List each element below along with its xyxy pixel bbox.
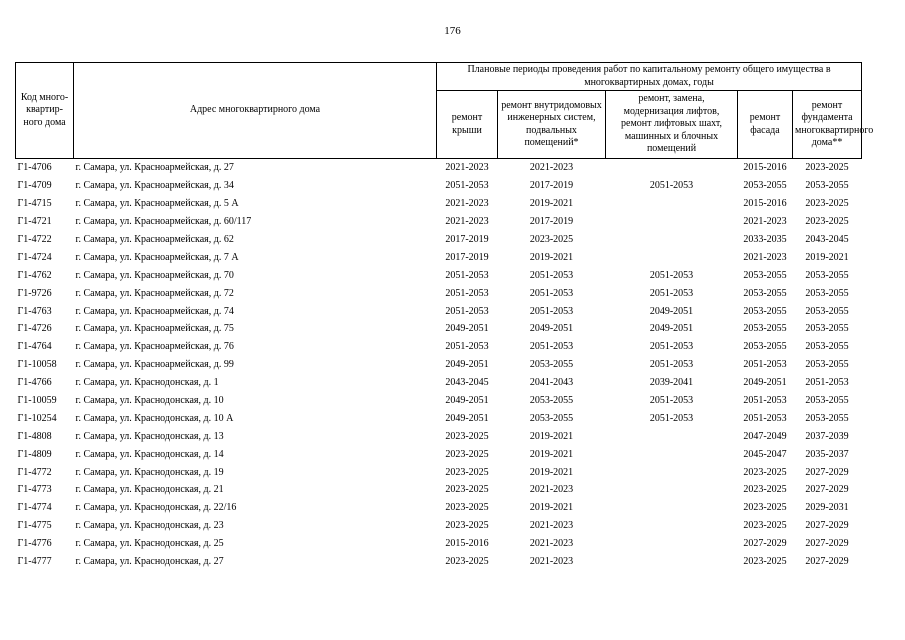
elevator-cell: 2051-2053 bbox=[649, 269, 694, 281]
facade-cell: 2023-2025 bbox=[743, 484, 787, 496]
systems-cell: 2051-2053 bbox=[529, 287, 574, 299]
elevator-cell bbox=[606, 499, 738, 517]
roof-cell: 2023-2025 bbox=[445, 448, 489, 460]
table-row bbox=[16, 517, 862, 535]
roof-cell: 2049-2051 bbox=[445, 395, 489, 407]
facade-cell: 2023-2025 bbox=[743, 556, 787, 568]
code-cell: Г1-4724 bbox=[17, 251, 52, 263]
foundation-cell: 2027-2029 bbox=[805, 520, 849, 532]
code-cell: Г1-4808 bbox=[17, 430, 52, 442]
systems-cell: 2019-2021 bbox=[529, 198, 574, 210]
foundation-cell: 2053-2055 bbox=[805, 412, 849, 424]
code-cell: Г1-4766 bbox=[17, 377, 52, 389]
elevator-cell: 2051-2053 bbox=[649, 287, 694, 299]
code-cell: Г1-4776 bbox=[17, 538, 52, 550]
roof-cell: 2049-2051 bbox=[445, 359, 489, 371]
systems-cell: 2021-2023 bbox=[529, 538, 574, 550]
roof-cell: 2051-2053 bbox=[445, 287, 489, 299]
address-cell: г. Самара, ул. Краснодонская, д. 14 bbox=[75, 448, 224, 460]
facade-cell: 2023-2025 bbox=[743, 466, 787, 478]
facade-cell: 2053-2055 bbox=[743, 323, 787, 335]
systems-cell: 2019-2021 bbox=[529, 251, 574, 263]
table-row bbox=[16, 409, 862, 427]
roof-cell: 2023-2025 bbox=[445, 520, 489, 532]
roof-cell: 2023-2025 bbox=[445, 502, 489, 514]
roof-cell: 2021-2023 bbox=[445, 162, 489, 174]
elevator-cell: 2049-2051 bbox=[649, 305, 694, 317]
code-cell: Г1-10254 bbox=[17, 412, 57, 424]
roof-cell: 2017-2019 bbox=[445, 234, 489, 245]
elevator-cell bbox=[606, 427, 738, 445]
elevator-cell: 2049-2051 bbox=[649, 323, 694, 335]
header-code: Код много-квартир-ного дома bbox=[16, 63, 74, 159]
facade-cell: 2015-2016 bbox=[743, 198, 787, 210]
code-cell: Г1-4809 bbox=[17, 448, 52, 460]
facade-cell: 2053-2055 bbox=[743, 180, 787, 192]
systems-cell: 2053-2055 bbox=[529, 359, 574, 371]
code-cell: Г1-4722 bbox=[17, 234, 52, 245]
code-cell: Г1-4715 bbox=[17, 198, 52, 210]
header-foundation: ремонт фундамента многоквартирного дома** bbox=[793, 91, 862, 159]
elevator-cell: 2051-2053 bbox=[649, 359, 694, 371]
code-cell: Г1-4773 bbox=[17, 484, 52, 496]
foundation-cell: 2043-2045 bbox=[805, 234, 849, 245]
elevator-cell bbox=[606, 159, 738, 177]
roof-cell: 2049-2051 bbox=[445, 323, 489, 335]
roof-cell: 2051-2053 bbox=[445, 341, 489, 353]
header-systems: ремонт внутридомовых инженерных систем, подвальных помещений* bbox=[498, 91, 606, 159]
table-row bbox=[16, 195, 862, 213]
header-periods-title: Плановые периоды проведения работ по капитальному ремонту общего имущества в многоквартирных домах, годы bbox=[437, 63, 862, 91]
address-cell: г. Самара, ул. Краснодонская, д. 22/16 bbox=[75, 502, 237, 514]
facade-cell: 2047-2049 bbox=[743, 430, 787, 442]
address-cell: г. Самара, ул. Красноармейская, д. 74 bbox=[75, 305, 234, 317]
systems-cell: 2051-2053 bbox=[529, 269, 574, 281]
elevator-cell bbox=[606, 463, 738, 481]
elevator-cell bbox=[606, 195, 738, 213]
elevator-cell bbox=[606, 231, 738, 249]
header-roof: ремонт крыши bbox=[437, 91, 498, 159]
systems-cell: 2017-2019 bbox=[529, 180, 574, 192]
systems-cell: 2051-2053 bbox=[529, 305, 574, 317]
table-row bbox=[16, 159, 862, 177]
roof-cell: 2017-2019 bbox=[445, 251, 489, 263]
systems-cell: 2021-2023 bbox=[529, 520, 574, 532]
foundation-cell: 2027-2029 bbox=[805, 484, 849, 496]
page-number: 176 bbox=[444, 25, 461, 37]
systems-cell: 2021-2023 bbox=[529, 484, 574, 496]
table-row bbox=[16, 427, 862, 445]
systems-cell: 2053-2055 bbox=[529, 412, 574, 424]
address-cell: г. Самара, ул. Красноармейская, д. 99 bbox=[75, 359, 234, 371]
address-cell: г. Самара, ул. Красноармейская, д. 72 bbox=[75, 287, 234, 299]
systems-cell: 2017-2019 bbox=[529, 216, 574, 228]
table-row bbox=[16, 445, 862, 463]
elevator-cell bbox=[606, 213, 738, 231]
table-row bbox=[16, 463, 862, 481]
table-row bbox=[16, 284, 862, 302]
address-cell: г. Самара, ул. Краснодонская, д. 13 bbox=[75, 430, 224, 442]
address-cell: г. Самара, ул. Красноармейская, д. 5 А bbox=[75, 198, 239, 210]
systems-cell: 2019-2021 bbox=[529, 430, 574, 442]
elevator-cell bbox=[606, 481, 738, 499]
facade-cell: 2027-2029 bbox=[743, 538, 787, 550]
foundation-cell: 2035-2037 bbox=[805, 448, 849, 460]
foundation-cell: 2053-2055 bbox=[805, 180, 849, 192]
foundation-cell: 2053-2055 bbox=[805, 359, 849, 371]
roof-cell: 2051-2053 bbox=[445, 180, 489, 192]
foundation-cell: 2053-2055 bbox=[805, 287, 849, 299]
header-facade: ремонт фасада bbox=[738, 91, 793, 159]
roof-cell: 2023-2025 bbox=[445, 430, 489, 442]
systems-cell: 2019-2021 bbox=[529, 502, 574, 514]
address-cell: г. Самара, ул. Красноармейская, д. 34 bbox=[75, 180, 234, 192]
roof-cell: 2051-2053 bbox=[445, 305, 489, 317]
table-row bbox=[16, 302, 862, 320]
code-cell: Г1-4763 bbox=[17, 305, 52, 317]
address-cell: г. Самара, ул. Краснодонская, д. 21 bbox=[75, 484, 224, 496]
elevator-cell: 2051-2053 bbox=[649, 341, 694, 353]
roof-cell: 2023-2025 bbox=[445, 556, 489, 568]
table-row bbox=[16, 266, 862, 284]
facade-cell: 2045-2047 bbox=[743, 448, 787, 460]
roof-cell: 2021-2023 bbox=[445, 198, 489, 210]
elevator-cell: 2051-2053 bbox=[649, 412, 694, 424]
foundation-cell: 2053-2055 bbox=[805, 341, 849, 353]
table-row bbox=[16, 535, 862, 553]
table-header bbox=[16, 63, 874, 159]
table-row bbox=[16, 231, 862, 249]
facade-cell: 2021-2023 bbox=[743, 251, 787, 263]
elevator-cell bbox=[606, 248, 738, 266]
foundation-cell: 2023-2025 bbox=[805, 162, 849, 174]
address-cell: г. Самара, ул. Красноармейская, д. 27 bbox=[75, 162, 234, 174]
table-row bbox=[16, 320, 862, 338]
roof-cell: 2051-2053 bbox=[445, 269, 489, 281]
systems-cell: 2021-2023 bbox=[529, 162, 574, 174]
address-cell: г. Самара, ул. Красноармейская, д. 76 bbox=[75, 341, 234, 353]
code-cell: Г1-4764 bbox=[17, 341, 52, 353]
elevator-cell bbox=[606, 445, 738, 463]
code-cell: Г1-4706 bbox=[17, 162, 52, 174]
repair-schedule-table bbox=[15, 62, 874, 570]
table-row bbox=[16, 213, 862, 231]
foundation-cell: 2053-2055 bbox=[805, 395, 849, 407]
elevator-cell bbox=[606, 517, 738, 535]
facade-cell: 2051-2053 bbox=[743, 412, 787, 424]
foundation-cell: 2037-2039 bbox=[805, 430, 849, 442]
systems-cell: 2019-2021 bbox=[529, 466, 574, 478]
foundation-cell: 2019-2021 bbox=[805, 251, 849, 263]
roof-cell: 2049-2051 bbox=[445, 412, 489, 424]
roof-cell: 2023-2025 bbox=[445, 484, 489, 496]
header-address: Адрес многоквартирного дома bbox=[74, 63, 437, 159]
facade-cell: 2051-2053 bbox=[743, 395, 787, 407]
facade-cell: 2049-2051 bbox=[743, 377, 787, 389]
foundation-cell: 2051-2053 bbox=[805, 377, 849, 389]
table-row bbox=[16, 177, 862, 195]
code-cell: Г1-4721 bbox=[17, 216, 52, 228]
address-cell: г. Самара, ул. Краснодонская, д. 1 bbox=[75, 377, 219, 389]
address-cell: г. Самара, ул. Красноармейская, д. 7 А bbox=[75, 251, 239, 263]
systems-cell: 2019-2021 bbox=[529, 448, 574, 460]
foundation-cell: 2053-2055 bbox=[805, 269, 849, 281]
code-cell: Г1-4762 bbox=[17, 269, 52, 281]
elevator-cell bbox=[606, 535, 738, 553]
code-cell: Г1-4774 bbox=[17, 502, 52, 514]
code-cell: Г1-9726 bbox=[17, 287, 52, 299]
address-cell: г. Самара, ул. Краснодонская, д. 10 bbox=[75, 395, 224, 407]
address-cell: г. Самара, ул. Краснодонская, д. 19 bbox=[75, 466, 224, 478]
foundation-cell: 2053-2055 bbox=[805, 305, 849, 317]
code-cell: Г1-4775 bbox=[17, 520, 52, 532]
address-cell: г. Самара, ул. Красноармейская, д. 75 bbox=[75, 323, 234, 335]
table-row bbox=[16, 553, 862, 571]
foundation-cell: 2053-2055 bbox=[805, 323, 849, 335]
facade-cell: 2051-2053 bbox=[743, 359, 787, 371]
table-row bbox=[16, 338, 862, 356]
address-cell: г. Самара, ул. Краснодонская, д. 10 А bbox=[75, 412, 234, 424]
roof-cell: 2043-2045 bbox=[445, 377, 489, 389]
foundation-cell: 2027-2029 bbox=[805, 556, 849, 568]
foundation-cell: 2023-2025 bbox=[805, 216, 849, 228]
elevator-cell: 2051-2053 bbox=[649, 395, 694, 407]
facade-cell: 2053-2055 bbox=[743, 341, 787, 353]
table-row bbox=[16, 499, 862, 517]
roof-cell: 2021-2023 bbox=[445, 216, 489, 228]
elevator-cell: 2051-2053 bbox=[649, 180, 694, 192]
address-cell: г. Самара, ул. Красноармейская, д. 70 bbox=[75, 269, 234, 281]
address-cell: г. Самара, ул. Краснодонская, д. 27 bbox=[75, 556, 224, 568]
facade-cell: 2053-2055 bbox=[743, 287, 787, 299]
table-row bbox=[16, 248, 862, 266]
systems-cell: 2049-2051 bbox=[529, 323, 574, 335]
elevator-cell bbox=[606, 553, 738, 571]
code-cell: Г1-4777 bbox=[17, 556, 52, 568]
code-cell: Г1-10058 bbox=[17, 359, 57, 371]
code-cell: Г1-4726 bbox=[17, 323, 52, 335]
address-cell: г. Самара, ул. Красноармейская, д. 62 bbox=[75, 234, 234, 245]
code-cell: Г1-4772 bbox=[17, 466, 52, 478]
systems-cell: 2041-2043 bbox=[529, 377, 574, 389]
roof-cell: 2023-2025 bbox=[445, 466, 489, 478]
facade-cell: 2023-2025 bbox=[743, 502, 787, 514]
address-cell: г. Самара, ул. Краснодонская, д. 23 bbox=[75, 520, 224, 532]
foundation-cell: 2023-2025 bbox=[805, 198, 849, 210]
address-cell: г. Самара, ул. Красноармейская, д. 60/117 bbox=[75, 216, 252, 228]
facade-cell: 2033-2035 bbox=[743, 234, 787, 245]
systems-cell: 2051-2053 bbox=[529, 341, 574, 353]
table-row bbox=[16, 392, 862, 410]
table-row bbox=[16, 374, 862, 392]
facade-cell: 2053-2055 bbox=[743, 305, 787, 317]
address-cell: г. Самара, ул. Краснодонская, д. 25 bbox=[75, 538, 224, 550]
table-row bbox=[16, 356, 862, 374]
elevator-cell: 2039-2041 bbox=[649, 377, 694, 389]
code-cell: Г1-10059 bbox=[17, 395, 57, 407]
header-elevator: ремонт, замена, модернизация лифтов, ремонт лифтовых шахт, машинных и блочных помещений bbox=[606, 91, 738, 159]
roof-cell: 2015-2016 bbox=[445, 538, 489, 550]
facade-cell: 2021-2023 bbox=[743, 216, 787, 228]
table-row bbox=[16, 481, 862, 499]
table-body bbox=[16, 159, 862, 571]
systems-cell: 2021-2023 bbox=[529, 556, 574, 568]
foundation-cell: 2027-2029 bbox=[805, 466, 849, 478]
facade-cell: 2053-2055 bbox=[743, 269, 787, 281]
foundation-cell: 2029-2031 bbox=[805, 502, 849, 514]
code-cell: Г1-4709 bbox=[17, 180, 52, 192]
facade-cell: 2023-2025 bbox=[743, 520, 787, 532]
systems-cell: 2023-2025 bbox=[529, 234, 574, 245]
foundation-cell: 2027-2029 bbox=[805, 538, 849, 550]
systems-cell: 2053-2055 bbox=[529, 395, 574, 407]
facade-cell: 2015-2016 bbox=[743, 162, 787, 174]
